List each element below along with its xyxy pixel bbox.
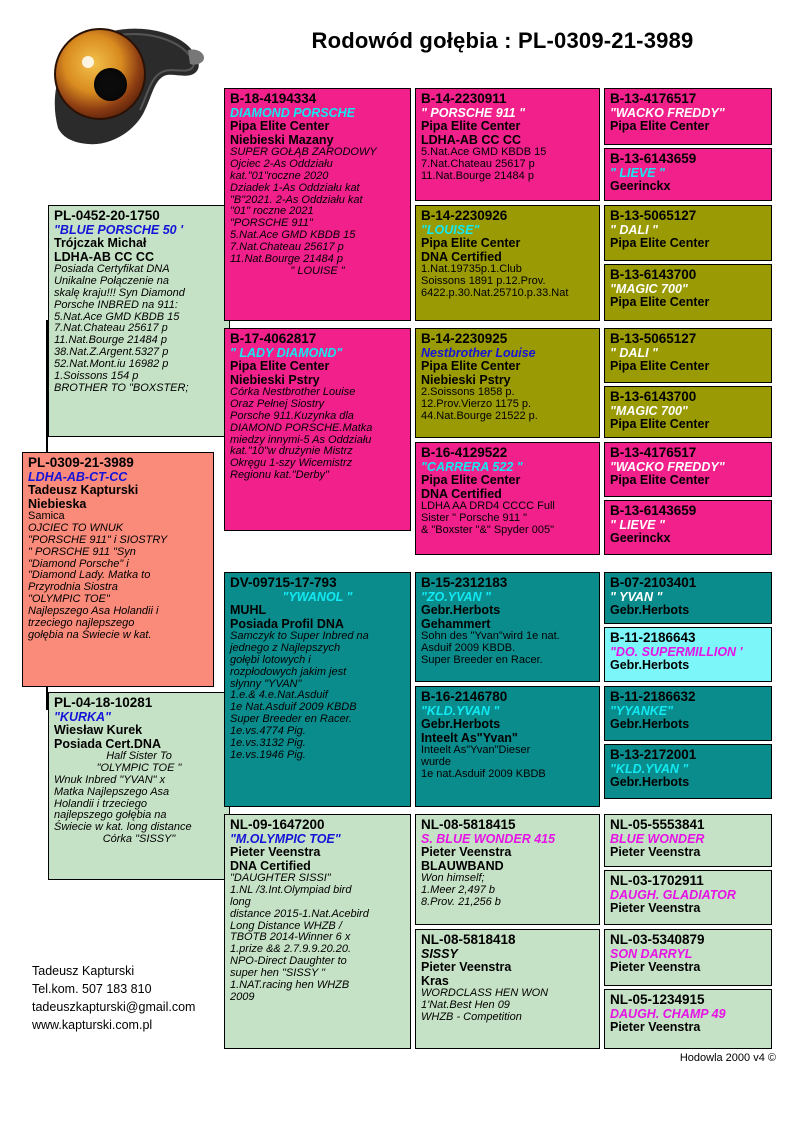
gen2-note: "DAUGHTER SISSI"	[230, 872, 331, 885]
gen2-note: 1e.vs.4774 Pig.	[230, 725, 306, 738]
gen3-owner: Pieter Veenstra	[421, 845, 512, 860]
gen4-ring: B-13-2172001	[610, 747, 697, 762]
gen4-box-16	[604, 989, 772, 1049]
gen3-box-5	[415, 572, 600, 682]
gen2-ring: B-17-4062817	[230, 331, 317, 346]
gen2-owner: MUHL	[230, 603, 267, 618]
gen2-note: " LOUISE "	[290, 264, 345, 277]
subject-note: gołębia na Świecie w kat.	[28, 628, 152, 641]
gen4-nickname: "KLD.YVAN "	[610, 761, 689, 776]
gen2-nickname: " LADY DIAMOND"	[230, 345, 343, 360]
gen3-note: Sister " Porsche 911 "	[421, 511, 528, 524]
gen4-box-5	[604, 328, 772, 383]
gen2-note: "PORSCHE 911"	[230, 217, 313, 230]
subject-note: "PORSCHE 911" i SIOSTRY	[28, 533, 168, 546]
gen3-box-6	[415, 686, 600, 807]
gen4-owner: Pieter Veenstra	[610, 845, 701, 860]
gen3-marking: BLAUWBAND	[421, 858, 504, 873]
gen4-owner: Pipa Elite Center	[610, 417, 710, 432]
gen3-genetics: LDHA-AB CC CC	[421, 132, 521, 147]
gen4-nickname: BLUE WONDER	[610, 831, 705, 846]
gen3-note: Asduif 2009 KBDB.	[421, 641, 516, 654]
sire-owner: Trójczak Michał	[54, 236, 147, 251]
gen3-nickname: "LOUISE"	[421, 222, 480, 237]
gen4-owner: Geerinckx	[610, 179, 671, 194]
gen4-nickname: "MAGIC 700"	[610, 403, 688, 418]
sire-box	[48, 205, 230, 437]
gen3-ring: B-15-2312183	[421, 575, 508, 590]
gen2-box-4	[224, 814, 411, 1049]
sire-note: skalę kraju!!! Syn Diamond	[54, 286, 185, 299]
gen4-ring: B-13-5065127	[610, 208, 697, 223]
gen4-owner: Pipa Elite Center	[610, 119, 710, 134]
gen2-note: 1.prize && 2.7.9.9.20.20.	[230, 943, 352, 956]
gen3-ring: B-14-2230911	[421, 91, 507, 106]
sire-nickname: "BLUE PORSCHE 50 '	[54, 222, 184, 237]
gen3-ring: B-14-2230926	[421, 208, 508, 223]
gen4-box-6	[604, 386, 772, 438]
gen3-note: 1.Meer 2,497 b	[421, 883, 495, 896]
gen2-note: 5.Nat.Ace GMD KBDB 15	[230, 229, 356, 242]
gen4-owner: Pipa Elite Center	[610, 359, 710, 374]
dam-nickname: "KURKA"	[54, 709, 111, 724]
gen2-note: Super Breeder en Racer.	[230, 713, 352, 726]
subject-note: "OLYMPIC TOE"	[28, 593, 110, 606]
gen2-note: rozpłodowych jakim jest	[230, 665, 347, 678]
gen3-dna: DNA Certified	[421, 486, 502, 501]
gen4-ring: NL-03-5340879	[610, 932, 705, 947]
dam-note: Holandii i trzeciego	[54, 797, 147, 810]
footer-website: www.kapturski.com.pl	[32, 1018, 153, 1033]
gen3-owner: Pipa Elite Center	[421, 473, 521, 488]
gen3-note: LDHA AA DRD4 CCCC Full	[421, 500, 555, 513]
gen3-box-8	[415, 929, 600, 1049]
gen2-note: kat."01"roczne 2020	[230, 169, 329, 182]
gen2-note: Okręgu 1-szy Wicemistrz	[230, 457, 353, 470]
gen4-nickname: "YYANKE"	[610, 703, 674, 718]
gen4-box-1	[604, 88, 772, 145]
gen4-ring: B-11-2186632	[610, 689, 696, 704]
subject-note: " PORSCHE 911 "Syn	[28, 545, 136, 558]
gen3-note: 6422.p.30.Nat.25710.p.33.Nat	[421, 286, 569, 299]
gen4-ring: NL-03-1702911	[610, 873, 704, 888]
gen2-owner: Pipa Elite Center	[230, 359, 330, 374]
gen2-ring: DV-09715-17-793	[230, 575, 337, 590]
gen2-owner: Pipa Elite Center	[230, 119, 330, 134]
gen4-box-12	[604, 744, 772, 799]
gen2-note: jednego z Najlepszych	[230, 641, 341, 654]
gen4-ring: B-11-2186643	[610, 630, 696, 645]
gen4-ring: NL-05-1234915	[610, 992, 705, 1007]
subject-sex: Samica	[28, 510, 65, 523]
gen3-nickname: "ZO.YVAN "	[421, 589, 491, 604]
gen2-note: "B"2021. 2-As Oddziału kat	[230, 193, 363, 206]
subject-note: Przyrodnia Siostra	[28, 581, 118, 594]
gen3-note: WORDCLASS HEN WON	[421, 987, 549, 1000]
subject-owner: Tadeusz Kapturski	[28, 483, 139, 498]
gen3-owner: Gebr.Herbots	[421, 717, 501, 732]
gen3-note: Soissons 1891 p.12.Prov.	[421, 274, 546, 287]
gen4-owner: Geerinckx	[610, 531, 671, 546]
gen3-note: 12.Prov.Vierzo 1175 p.	[421, 397, 532, 410]
gen4-nickname: "MAGIC 700"	[610, 281, 688, 296]
gen3-nickname: "CARRERA 522 "	[421, 459, 523, 474]
dam-note: "OLYMPIC TOE "	[96, 761, 182, 774]
gen2-note: 1.e.& 4.e.Nat.Asduif	[230, 689, 328, 702]
gen4-ring: B-13-6143700	[610, 389, 697, 404]
gen3-note: 1.Nat.19735p.1.Club	[421, 263, 522, 276]
gen3-note: wurde	[421, 755, 451, 768]
gen4-nickname: "WACKO FREDDY"	[610, 105, 725, 120]
gen4-box-8	[604, 500, 772, 555]
gen3-owner: Pipa Elite Center	[421, 359, 521, 374]
gen3-ring: NL-08-5818415	[421, 817, 516, 832]
gen2-nickname: "M.OLYMPIC TOE"	[230, 831, 341, 846]
gen2-nickname: "YWANOL "	[282, 589, 353, 604]
subject-ring: PL-0309-21-3989	[28, 455, 134, 470]
gen2-note: 7.Nat.Chateau 25617 p	[230, 241, 344, 254]
gen3-owner: Pipa Elite Center	[421, 119, 521, 134]
pigeon-eye-iris	[54, 28, 146, 120]
gen4-owner: Pieter Veenstra	[610, 901, 701, 916]
gen2-note: 1e.vs.3132 Pig.	[230, 736, 306, 749]
gen4-ring: NL-05-5553841	[610, 817, 705, 832]
gen4-ring: B-13-6143659	[610, 503, 697, 518]
sire-note: 52.Nat.Mont.iu 16982 p	[54, 358, 169, 371]
gen2-note: miedzy innymi-5 As Oddziału	[230, 433, 372, 446]
sire-note: 38.Nat.Z.Argent.5327 p	[54, 346, 169, 359]
gen4-owner: Gebr.Herbots	[610, 658, 690, 673]
gen3-ring: NL-08-5818418	[421, 932, 516, 947]
gen3-owner: Pieter Veenstra	[421, 960, 512, 975]
gen4-nickname: "WACKO FREDDY"	[610, 459, 725, 474]
dam-note: Świecie w kat. long distance	[54, 821, 192, 834]
gen2-note: Long Distance WHZB /	[230, 919, 342, 932]
pigeon-eye-glint	[82, 56, 94, 68]
gen2-note: 2009	[230, 990, 255, 1003]
gen4-owner: Pieter Veenstra	[610, 960, 701, 975]
gen3-ring: B-16-2146780	[421, 689, 508, 704]
dam-note: Wnuk Inbred "YVAN" x	[54, 773, 166, 786]
dam-certificate: Posiada Cert.DNA	[54, 736, 161, 751]
subject-note: OJCIEC TO WNUK	[28, 521, 124, 534]
sire-note: 11.Nat.Bourge 21484 p	[54, 334, 167, 347]
gen2-note: 1.NL /3.Int.Olympiad bird	[230, 883, 352, 896]
pigeon-eye-pupil	[94, 68, 127, 101]
gen2-note: Dziadek 1-As Oddziału kat	[230, 181, 360, 194]
gen4-owner: Pipa Elite Center	[610, 295, 710, 310]
gen4-owner: Gebr.Herbots	[610, 603, 690, 618]
dam-note: Córka "SISSY"	[102, 833, 176, 846]
footer-phone: Tel.kom. 507 183 810	[32, 982, 152, 997]
gen3-nickname: SISSY	[421, 946, 458, 961]
subject-line2: LDHA-AB-CT-CC	[28, 469, 128, 484]
gen2-box-2	[224, 328, 411, 531]
gen4-nickname: " DALI "	[610, 345, 658, 360]
gen4-box-9	[604, 572, 772, 624]
gen3-nickname: S. BLUE WONDER 415	[421, 831, 556, 846]
dam-ring: PL-04-18-10281	[54, 695, 153, 710]
gen4-box-7	[604, 442, 772, 497]
footer-contact	[32, 962, 195, 1035]
pigeon-eye-image	[46, 20, 211, 160]
subject-note: "Diamond Porsche" i	[28, 557, 129, 570]
gen3-inbreeding: Inteelt As"Yvan"	[421, 730, 518, 745]
subject-note: "Diamond Lady. Matka to	[28, 569, 151, 582]
gen4-nickname: SON DARRYL	[610, 946, 693, 961]
gen2-ring: B-18-4194334	[230, 91, 317, 106]
gen3-nickname: "KLD.YVAN "	[421, 703, 500, 718]
sire-note: 1.Soissons 154 p	[54, 369, 139, 382]
gen2-note: 1.NAT.racing hen WHZB	[230, 978, 350, 991]
gen3-box-3	[415, 328, 600, 438]
gen3-note: Won himself;	[421, 872, 485, 885]
gen4-ring: B-13-4176517	[610, 445, 697, 460]
gen4-owner: Gebr.Herbots	[610, 775, 690, 790]
gen4-ring: B-07-2103401	[610, 575, 697, 590]
gen3-note: 8.Prov. 21,256 b	[421, 895, 501, 908]
gen3-ring: B-16-4129522	[421, 445, 508, 460]
gen3-box-1	[415, 88, 600, 201]
gen2-note: super hen "SISSY "	[230, 967, 326, 980]
gen3-note: & "Boxster "&" Spyder 005"	[421, 523, 555, 536]
gen2-box-3	[224, 572, 411, 807]
gen3-owner: Gebr.Herbots	[421, 603, 501, 618]
dam-box	[48, 692, 230, 880]
gen3-marking: Gehammert	[421, 616, 491, 631]
dam-note: najlepszego gołębia na	[54, 809, 167, 822]
sire-note: Unikalne Połączenie na	[54, 274, 169, 287]
gen3-dna: DNA Certified	[421, 249, 502, 264]
subject-note: Najlepszego Asa Holandii i	[28, 605, 159, 618]
gen4-nickname: " DALI "	[610, 222, 658, 237]
gen2-note: Córka Nestbrother Louise	[230, 386, 356, 399]
gen4-box-4	[604, 264, 772, 321]
gen2-note: Samczyk to Super Inbred na	[230, 630, 369, 643]
gen2-box-1	[224, 88, 411, 321]
gen4-owner: Pieter Veenstra	[610, 1020, 701, 1035]
gen3-box-4	[415, 442, 600, 555]
gen4-nickname: DAUGH. GLADIATOR	[610, 887, 736, 902]
sire-genetics: LDHA-AB CC CC	[54, 249, 154, 264]
gen3-note: Sohn des "Yvan"wird 1e nat.	[421, 630, 560, 643]
gen2-note: Ojciec 2-As Oddziału	[230, 157, 333, 170]
gen2-note: 11.Nat.Bourge 21484 p	[230, 252, 343, 265]
gen4-owner: Pipa Elite Center	[610, 473, 710, 488]
gen3-note: 7.Nat.Chateau 25617 p	[421, 157, 535, 170]
gen2-note: gołębi lotowych i	[230, 653, 311, 666]
gen2-note: 1e Nat.Asduif 2009 KBDB	[230, 701, 357, 714]
gen3-note: Super Breeder en Racer.	[421, 653, 543, 666]
gen4-box-14	[604, 870, 772, 925]
gen3-note: 1'Nat.Best Hen 09	[421, 998, 510, 1011]
gen3-box-7	[415, 814, 600, 925]
gen3-box-2	[415, 205, 600, 321]
gen3-note: WHZB - Competition	[421, 1010, 522, 1023]
page-title: Rodowód gołębia : PL-0309-21-3989	[311, 28, 694, 53]
footer-name: Tadeusz Kapturski	[32, 964, 135, 978]
gen3-note: 5.Nat.Ace GMD KBDB 15	[421, 146, 547, 159]
gen2-note: słynny "YVAN"	[230, 677, 302, 690]
gen4-owner: Gebr.Herbots	[610, 717, 690, 732]
gen2-note: TBOTB 2014-Winner 6 x	[230, 931, 351, 944]
gen4-box-3	[604, 205, 772, 261]
gen2-owner: Pieter Veenstra	[230, 845, 321, 860]
footer-email: tadeuszkapturski@gmail.com	[32, 1000, 196, 1015]
gen2-note: Oraz Pełnej Siostry	[230, 397, 325, 410]
sire-note: 5.Nat.Ace GMD KBDB 15	[54, 310, 180, 323]
gen4-owner: Pipa Elite Center	[610, 236, 710, 251]
gen4-box-11	[604, 686, 772, 741]
gen2-dna: Posiada Profil DNA	[230, 616, 344, 631]
gen3-note: 44.Nat.Bourge 21522 p.	[421, 409, 538, 422]
sire-note: Porsche INBRED na 911:	[54, 298, 178, 311]
subject-box	[22, 452, 214, 687]
gen3-note: 2.Soissons 1858 p.	[421, 386, 515, 399]
gen4-nickname: " LIEVE "	[610, 517, 665, 532]
gen2-note: Regionu kat."Derby"	[230, 469, 329, 482]
gen3-color: Niebieski Pstry	[421, 372, 511, 387]
sire-note: Posiada Certyfikat DNA	[54, 263, 170, 276]
gen2-dna: DNA Certified	[230, 858, 311, 873]
software-credit: Hodowla 2000 v4 ©	[679, 1052, 776, 1064]
gen2-note: NPO-Direct Daughter to	[230, 955, 347, 968]
gen2-nickname: DIAMOND PORSCHE	[230, 105, 356, 120]
gen2-ring: NL-09-1647200	[230, 817, 325, 832]
gen2-color: Niebieski Pstry	[230, 372, 320, 387]
gen4-box-13	[604, 814, 772, 867]
gen2-note: long	[230, 895, 251, 908]
gen4-nickname: DAUGH. CHAMP 49	[610, 1006, 726, 1021]
gen3-nickname: Nestbrother Louise	[421, 345, 536, 360]
gen3-ring: B-14-2230925	[421, 331, 508, 346]
gen2-note: distance 2015-1.Nat.Acebird	[230, 907, 369, 920]
dam-note: Matka Najlepszego Asa	[54, 785, 170, 798]
gen3-note: 1e nat.Asduif 2009 KBDB	[421, 767, 546, 780]
gen3-nickname: " PORSCHE 911 "	[421, 105, 526, 120]
gen2-note: 1e.vs.1946 Pig.	[230, 748, 306, 761]
gen4-nickname: " LIEVE "	[610, 165, 665, 180]
gen4-nickname: "DO. SUPERMILLION '	[610, 644, 743, 659]
gen2-note: kat."10"w drużynie Mistrz	[230, 445, 353, 458]
gen3-owner: Pipa Elite Center	[421, 236, 521, 251]
subject-color: Niebieska	[28, 496, 87, 511]
dam-owner: Wiesław Kurek	[54, 723, 143, 738]
gen4-ring: B-13-6143659	[610, 151, 697, 166]
gen4-box-15	[604, 929, 772, 986]
gen2-note: SUPER GOŁĄB ZARODOWY	[230, 146, 377, 159]
gen3-color: Kras	[421, 973, 449, 988]
sire-ring: PL-0452-20-1750	[54, 208, 160, 223]
gen4-nickname: " YVAN "	[610, 589, 663, 604]
gen4-ring: B-13-5065127	[610, 331, 697, 346]
gen2-note: DIAMOND PORSCHE.Matka	[230, 421, 373, 434]
gen3-note: Inteelt As"Yvan"Dieser	[421, 744, 531, 757]
gen3-note: 11.Nat.Bourge 21484 p	[421, 169, 534, 182]
gen2-color: Niebieski Mazany	[230, 132, 334, 147]
sire-note: 7.Nat.Chateau 25617 p	[54, 322, 168, 335]
gen4-ring: B-13-6143700	[610, 267, 697, 282]
gen2-note: "01" roczne 2021	[230, 205, 314, 218]
dam-note: Half Sister To	[106, 750, 172, 763]
gen4-box-2	[604, 148, 772, 201]
sire-note: BROTHER TO "BOXSTER;	[54, 381, 189, 394]
gen2-note: Porsche 911.Kuzynka dla	[230, 409, 354, 422]
gen4-box-10	[604, 627, 772, 682]
subject-note: trzeciego najlepszego	[28, 616, 135, 629]
gen4-ring: B-13-4176517	[610, 91, 697, 106]
